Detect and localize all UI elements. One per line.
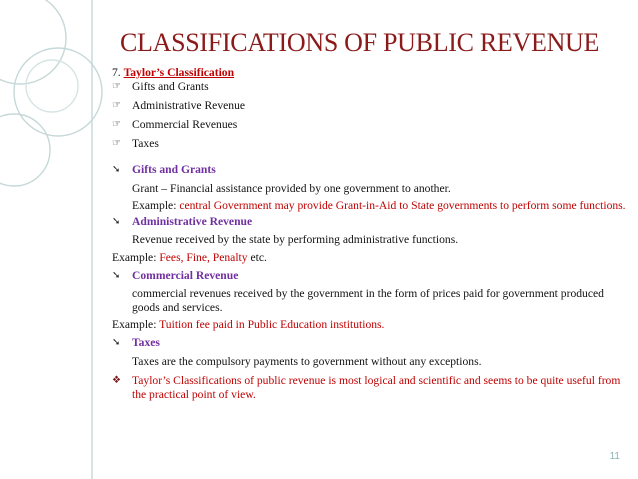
section-heading-commercial	[112, 269, 630, 283]
example-label: Example:	[132, 199, 180, 212]
example-text: Tuition fee paid in Public Education institutions.	[159, 318, 385, 331]
section-definition: commercial revenues received by the government in the form of prices paid for government produced goods and services.	[132, 287, 604, 314]
decor-circle-small	[0, 114, 50, 186]
section-title: Gifts and Grants	[132, 163, 216, 176]
section-definition: Taxes are the compulsory payments to government without any exceptions.	[132, 355, 482, 368]
section-title: Commercial Revenue	[132, 269, 239, 282]
list-item-label: Taxes	[132, 137, 159, 150]
slide-body	[112, 66, 630, 402]
pointing-hand-icon: ☞	[112, 81, 121, 92]
conclusion-text: Taylor’s Classifications of public revenue is most logical and scientific and seems to be quite useful from the practical point of view.	[132, 374, 621, 401]
section-definition: Grant – Financial assistance provided by one government to another.	[132, 182, 451, 195]
section-title: Administrative Revenue	[132, 215, 253, 228]
classification-heading	[112, 66, 630, 80]
section-definition: Revenue received by the state by performing administrative functions.	[132, 233, 459, 246]
decor-circle-inner	[26, 60, 78, 112]
example-text: Fees, Fine, Penalty	[159, 251, 248, 264]
slide-title: CLASSIFICATIONS OF PUBLIC REVENUE	[120, 28, 600, 57]
list-item	[112, 99, 630, 113]
pointing-hand-icon: ☞	[112, 119, 121, 130]
conclusion	[112, 374, 630, 402]
arrow-bullet-icon: ➘	[112, 270, 121, 281]
list-item	[112, 137, 630, 151]
page-number: 11	[609, 451, 620, 462]
arrow-bullet-icon: ➘	[112, 337, 121, 348]
arrow-bullet-icon: ➘	[112, 164, 121, 175]
list-item-label: Gifts and Grants	[132, 80, 209, 93]
section-heading-administrative	[112, 215, 630, 229]
list-item-label: Administrative Revenue	[132, 99, 246, 112]
section-example	[112, 199, 630, 213]
section-heading-gifts	[112, 163, 630, 177]
heading-number: 7.	[112, 66, 124, 79]
heading-text: Taylor’s Classification	[123, 66, 235, 79]
decor-circle-large	[0, 0, 66, 84]
pointing-hand-icon: ☞	[112, 138, 121, 149]
section-example	[112, 251, 630, 265]
list-item	[112, 118, 630, 132]
example-suffix: etc.	[247, 251, 267, 264]
arrow-bullet-icon: ➘	[112, 216, 121, 227]
diamond-bullet-icon: ❖	[112, 375, 121, 386]
section-example	[112, 318, 630, 332]
section-heading-taxes	[112, 336, 630, 350]
example-text: central Government may provide Grant-in-Aid to State governments to perform some functions.	[179, 199, 626, 212]
list-item-label: Commercial Revenues	[132, 118, 238, 131]
section-title: Taxes	[132, 336, 160, 349]
example-label: Example:	[112, 251, 160, 264]
pointing-hand-icon: ☞	[112, 100, 121, 111]
example-label: Example:	[112, 318, 160, 331]
list-item	[112, 80, 630, 94]
